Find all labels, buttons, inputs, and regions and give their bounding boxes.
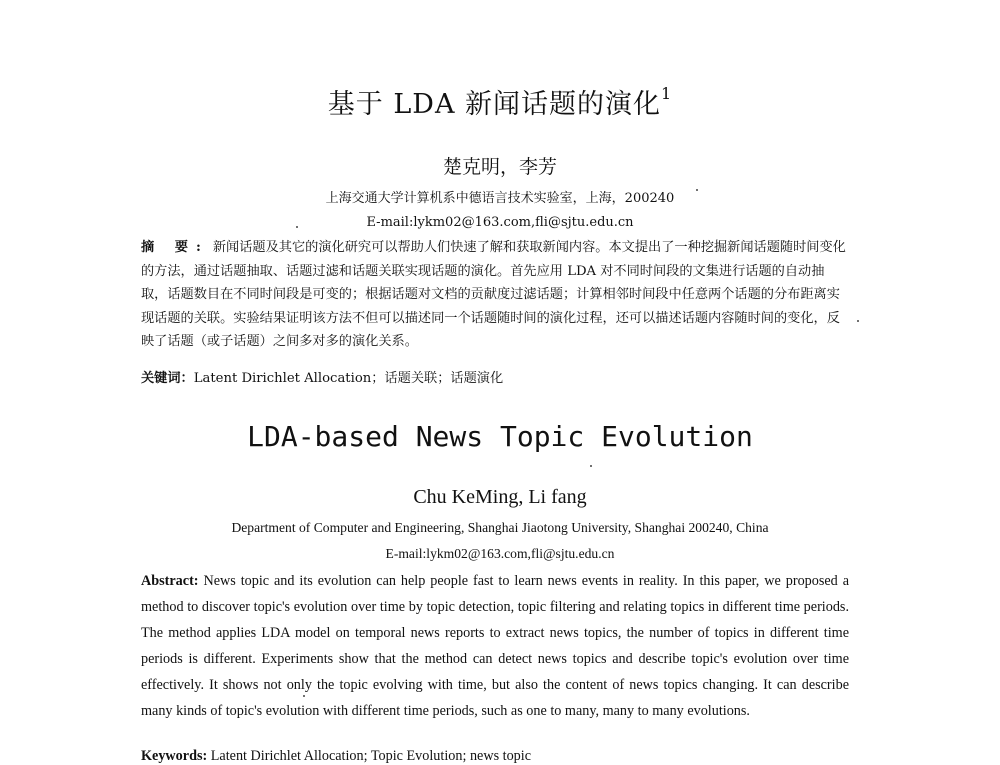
chinese-abstract-label: 摘 要: [141, 240, 209, 255]
chinese-keywords [141, 367, 849, 386]
title-footnote-marker: 1 [661, 84, 673, 103]
english-title: LDA-based News Topic Evolution [247, 420, 753, 453]
english-affiliation: Department of Computer and Engineering, Shanghai Jiaotong University, Shanghai 200240, China [231, 520, 769, 535]
english-abstract-text: News topic and its evolution can help people fast to learn news events in reality. In this paper, we proposed a method to discover topic's evolution over time by topic detection, topic filtering and relating topics in different time periods. The method applies LDA model on temporal news reports to extract news topics, the number of topics in different time periods is different. Experiments show that the method can detect news topics and describe topic's evolution over time effectively. It shows not only the topic evolving with time, but also the content of news topics changing. It can describe many kinds of topic's evolution with different time periods, such as one to many, many to many evolutions. [141, 573, 850, 719]
chinese-abstract-text: 新闻话题及其它的演化研究可以帮助人们快速了解和获取新闻内容。本文提出了一种挖掘新闻话题随时间变化的方法，通过话题抽取、话题过滤和话题关联实现话题的演化。首先应用 LDA 对不同时间段的文集进行话题的自动抽取，话题数目在不同时间段是可变的；根据话题对文档的贡献度过滤话题；计算相邻时间段中任意两个话题的分布距离实现话题的关联。实验结果证明该方法不但可以描述同一个话题随时间的演化过程，还可以描述话题内容随时间的变化，反映了话题（或子话题）之间多对多的演化关系。 [141, 240, 846, 349]
english-keywords [141, 748, 849, 765]
scan-speck [857, 320, 859, 322]
chinese-authors: 楚克明，李芳 [442, 156, 557, 178]
scan-speck [696, 189, 698, 191]
english-email: E-mail:lykm02@163.com,fli@sjtu.edu.cn [385, 546, 615, 561]
english-keywords-label: Keywords: [141, 748, 208, 764]
chinese-abstract [141, 236, 849, 354]
english-abstract [141, 568, 849, 724]
chinese-keywords-label: 关键词： [141, 371, 194, 386]
chinese-affiliation: 上海交通大学计算机系中德语言技术实验室，上海，200240 [325, 191, 675, 206]
scan-speck [590, 465, 592, 467]
chinese-email: E-mail:lykm02@163.com,fli@sjtu.edu.cn [366, 215, 634, 230]
english-authors: Chu KeMing, Li fang [413, 486, 587, 508]
english-keywords-text: Latent Dirichlet Allocation; Topic Evolution; news topic [210, 748, 532, 764]
chinese-keywords-text: Latent Dirichlet Allocation；话题关联；话题演化 [193, 371, 504, 386]
scan-speck [303, 695, 305, 697]
chinese-title-text: 基于 LDA 新闻话题的演化 [327, 89, 662, 120]
chinese-title [0, 82, 1000, 121]
english-abstract-label: Abstract: [141, 573, 199, 589]
scan-speck [296, 226, 298, 228]
